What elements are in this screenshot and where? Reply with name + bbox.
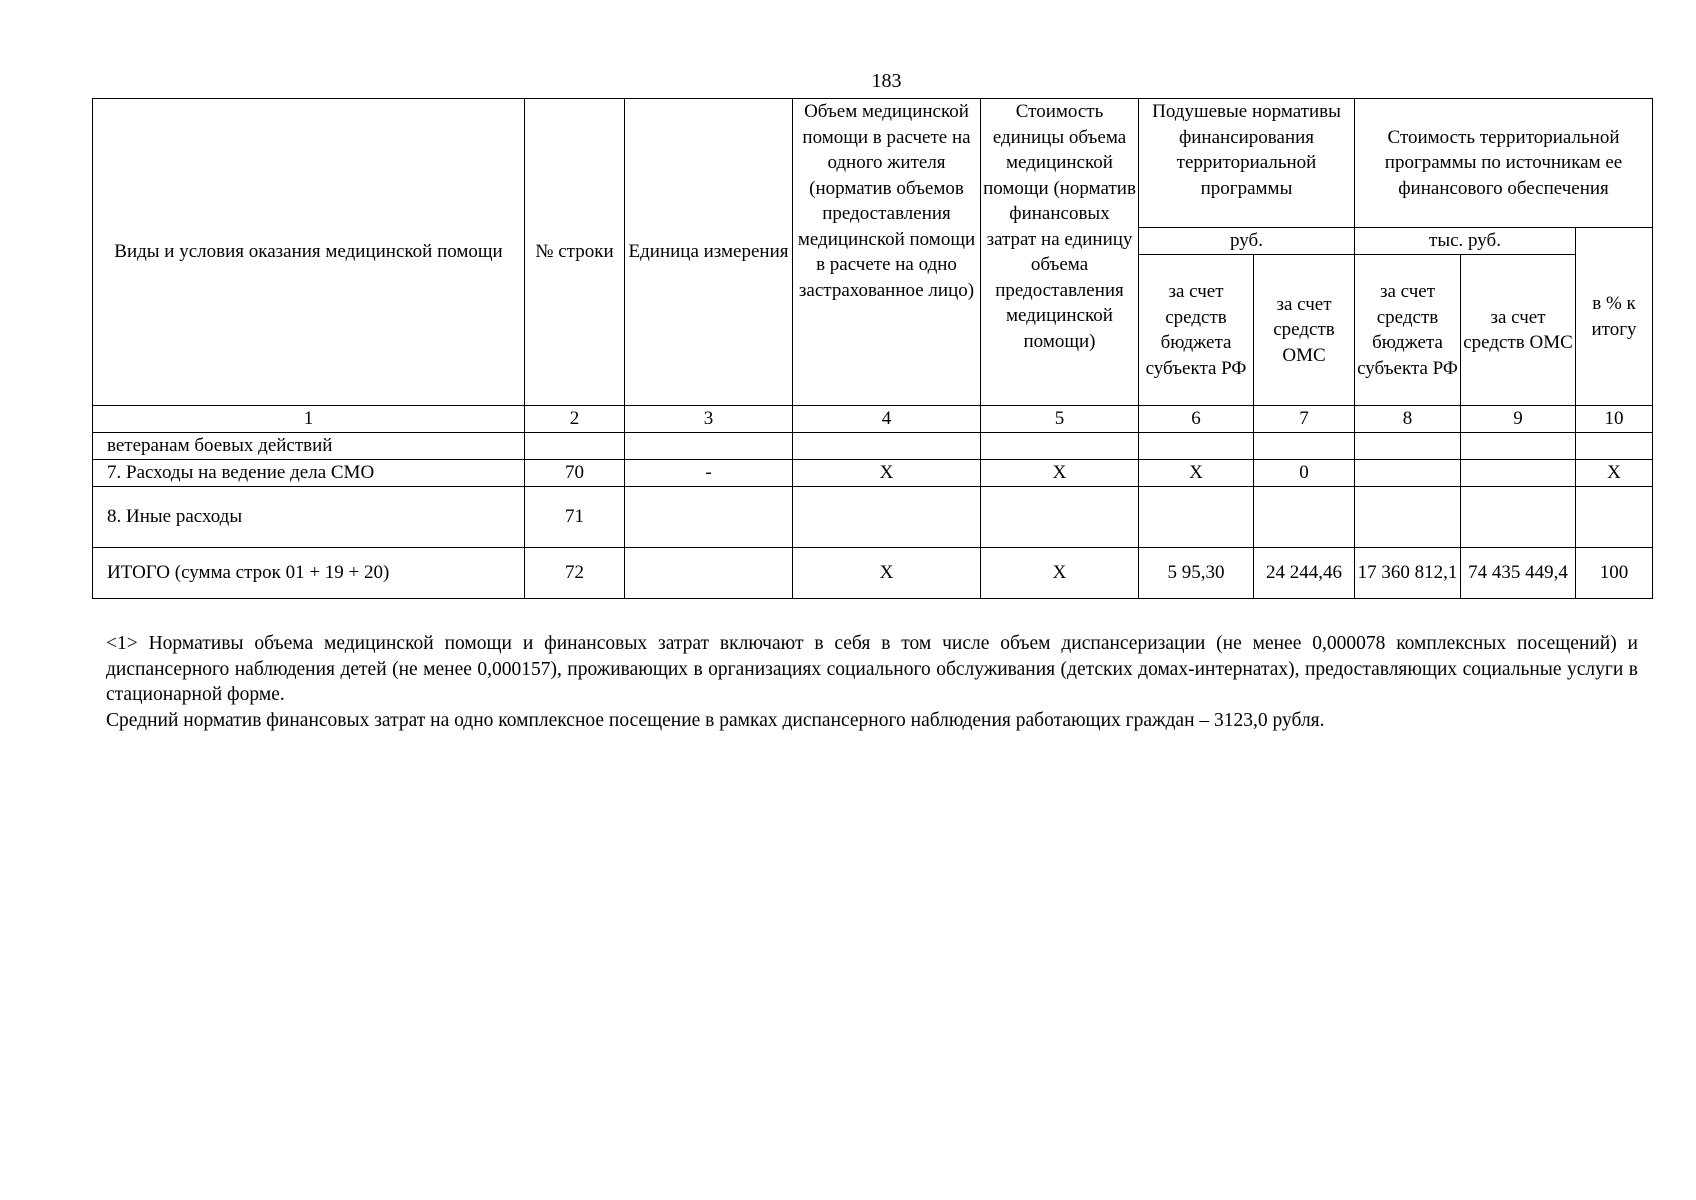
row-unit-cost: X (981, 460, 1139, 487)
header-line-number: № строки (525, 99, 625, 406)
row-name: 7. Расходы на ведение дела СМО (93, 460, 525, 487)
row-cost-budget (1355, 487, 1461, 548)
row-unit: - (625, 460, 793, 487)
column-number: 3 (625, 406, 793, 433)
table-body (93, 433, 1653, 599)
column-number: 5 (981, 406, 1139, 433)
table-row (93, 460, 1653, 487)
row-percapita-oms (1254, 487, 1355, 548)
header-volume-per-resident: Объем медицинской помощи в расчете на одного жителя (норматив объемов предоставления медицинской помощи в расчете на одно застрахованное лицо) (793, 99, 981, 406)
row-percapita-budget: X (1139, 460, 1254, 487)
row-name: 8. Иные расходы (93, 487, 525, 548)
row-line-number (525, 433, 625, 460)
column-number: 6 (1139, 406, 1254, 433)
row-cost-budget (1355, 433, 1461, 460)
row-cost-budget (1355, 548, 1461, 599)
row-cost-oms (1461, 460, 1576, 487)
row-name: ветеранам боевых действий (93, 433, 525, 460)
footnote-paragraph: Средний норматив финансовых затрат на одно комплексное посещение в рамках диспансерного наблюдения работающих граждан – 3123,0 рубля. (106, 709, 1325, 731)
header-program-cost: Стоимость территориальной программы по источникам ее финансового обеспечения (1355, 99, 1653, 228)
row-percapita-budget: 5 95,30 (1139, 548, 1254, 599)
row-volume: X (793, 548, 981, 599)
column-number: 4 (793, 406, 981, 433)
row-unit (625, 487, 793, 548)
row-volume (793, 487, 981, 548)
header-cost-budget: за счет средств бюджета субъекта РФ (1355, 255, 1461, 406)
header-kinds-conditions: Виды и условия оказания медицинской помощи (93, 99, 525, 406)
row-percent (1576, 487, 1653, 548)
row-percent (1576, 433, 1653, 460)
header-percent-of-total: в % к итогу (1576, 228, 1653, 406)
column-number: 10 (1576, 406, 1653, 433)
row-percapita-budget (1139, 433, 1254, 460)
row-unit-cost (981, 487, 1139, 548)
column-number: 8 (1355, 406, 1461, 433)
table-header (93, 99, 1653, 433)
row-percapita-budget (1139, 487, 1254, 548)
column-number: 1 (93, 406, 525, 433)
row-unit (625, 433, 793, 460)
column-numbers-row (93, 406, 1653, 433)
row-percent: X (1576, 460, 1653, 487)
row-percapita-oms: 24 244,46 (1254, 548, 1355, 599)
page-number: 183 (871, 70, 902, 92)
row-line-number: 70 (525, 460, 625, 487)
row-cost-oms (1461, 433, 1576, 460)
header-unit-rub: руб. (1139, 228, 1355, 255)
footnote (106, 631, 1638, 733)
row-name: ИТОГО (сумма строк 01 + 19 + 20) (93, 548, 525, 599)
row-percapita-oms: 0 (1254, 460, 1355, 487)
header-per-capita-norms: Подушевые нормативы финансирования территориальной программы (1139, 99, 1355, 228)
header-cost-oms: за счет средств ОМС (1461, 255, 1576, 406)
row-cost-oms-value: 74 435 449,4 (1468, 562, 1568, 583)
column-number: 2 (525, 406, 625, 433)
header-unit: Единица измерения (625, 99, 793, 406)
row-unit (625, 548, 793, 599)
row-volume (793, 433, 981, 460)
column-number: 9 (1461, 406, 1576, 433)
table-row (93, 487, 1653, 548)
row-unit-cost (981, 433, 1139, 460)
row-percent: 100 (1576, 548, 1653, 599)
financing-table (92, 98, 1653, 599)
row-volume: X (793, 460, 981, 487)
row-cost-budget (1355, 460, 1461, 487)
header-percapita-budget: за счет средств бюджета субъекта РФ (1139, 255, 1254, 406)
table-row (93, 433, 1653, 460)
row-cost-oms (1461, 487, 1576, 548)
header-percapita-oms: за счет средств ОМС (1254, 255, 1355, 406)
row-line-number: 71 (525, 487, 625, 548)
table-row (93, 548, 1653, 599)
row-cost-budget-value: 17 360 812,1 (1357, 562, 1458, 583)
row-unit-cost: X (981, 548, 1139, 599)
row-percapita-oms (1254, 433, 1355, 460)
column-number: 7 (1254, 406, 1355, 433)
header-unit-thousand-rub: тыс. руб. (1355, 228, 1576, 255)
header-unit-cost: Стоимость единицы объема медицинской помощи (норматив финансовых затрат на единицу объема предоставления медицинской помощи) (981, 99, 1139, 406)
row-line-number: 72 (525, 548, 625, 599)
row-cost-oms (1461, 548, 1576, 599)
footnote-paragraph: <1> Нормативы объема медицинской помощи и финансовых затрат включают в себя в том числе объем диспансеризации (не менее 0,000078 комплексных посещений) и диспансерного наблюдения детей (не менее 0,000157), проживающих в организациях социального обслуживания (детских домах-интернатах), предоставляющих социальные услуги в стационарной форме. (106, 633, 1638, 705)
